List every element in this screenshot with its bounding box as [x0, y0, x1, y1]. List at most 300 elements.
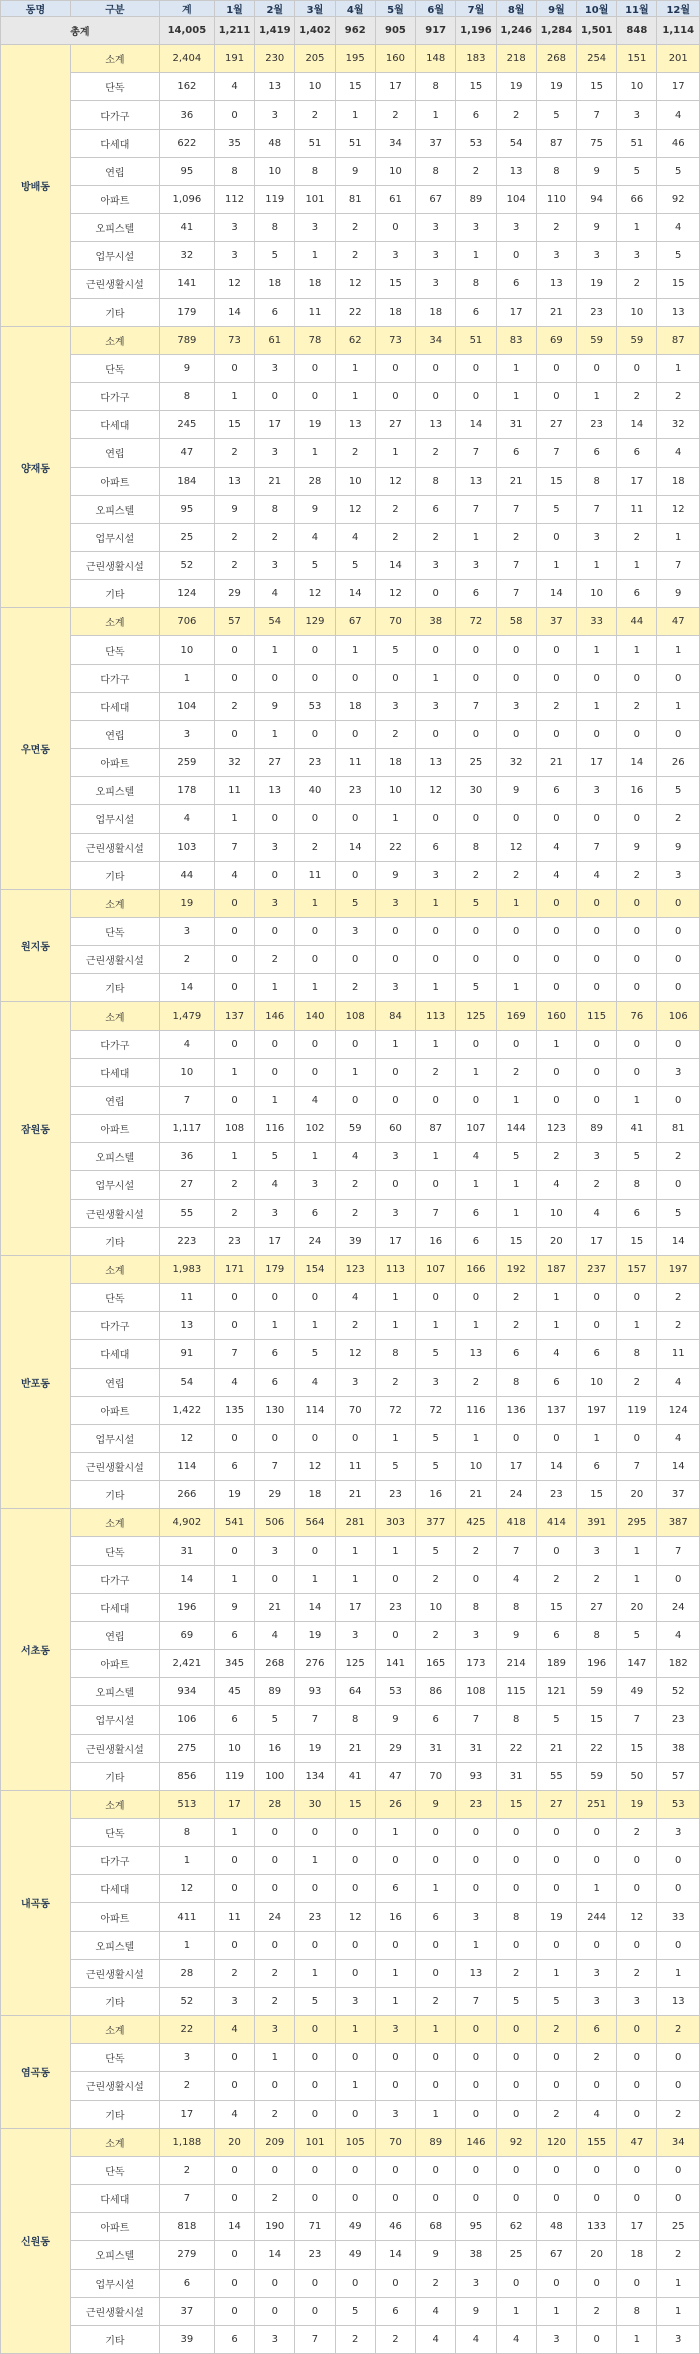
month-value-cell: 30 — [456, 777, 496, 805]
month-value-cell: 10 — [375, 777, 415, 805]
month-value-cell: 187 — [536, 1255, 576, 1283]
month-value-cell: 67 — [536, 2241, 576, 2269]
row-total-cell: 104 — [159, 692, 214, 720]
table-row — [1, 411, 700, 439]
month-value-cell: 4 — [214, 2016, 254, 2044]
month-value-cell: 7 — [214, 833, 254, 861]
month-value-cell: 14 — [617, 749, 657, 777]
month-value-cell: 0 — [657, 1931, 700, 1959]
row-total-cell: 36 — [159, 101, 214, 129]
month-value-cell: 1 — [375, 1424, 415, 1452]
month-value-cell: 21 — [536, 749, 576, 777]
month-value-cell: 0 — [255, 2269, 295, 2297]
row-total-cell: 818 — [159, 2213, 214, 2241]
month-value-cell: 146 — [456, 2128, 496, 2156]
month-value-cell: 0 — [456, 2072, 496, 2100]
month-value-cell: 0 — [295, 918, 335, 946]
table-row — [1, 1481, 700, 1509]
month-value-cell: 2 — [335, 214, 375, 242]
month-value-cell: 2 — [335, 242, 375, 270]
month-value-cell: 2 — [295, 833, 335, 861]
month-value-cell: 0 — [255, 805, 295, 833]
month-value-cell: 3 — [255, 439, 295, 467]
month-value-cell: 1 — [255, 2044, 295, 2072]
month-value-cell: 0 — [416, 2044, 456, 2072]
row-total-cell: 69 — [159, 1621, 214, 1649]
table-row — [1, 214, 700, 242]
month-value-cell: 50 — [617, 1762, 657, 1790]
month-value-cell: 197 — [577, 1396, 617, 1424]
month-value-cell: 0 — [375, 1847, 415, 1875]
month-value-cell: 0 — [536, 636, 576, 664]
building-type-cell: 기타 — [70, 1481, 159, 1509]
month-value-cell: 506 — [255, 1509, 295, 1537]
building-type-cell: 오피스텔 — [70, 1931, 159, 1959]
month-value-cell: 1 — [255, 1312, 295, 1340]
month-value-cell: 8 — [456, 833, 496, 861]
month-value-cell: 2 — [335, 439, 375, 467]
building-type-cell: 아파트 — [70, 1650, 159, 1678]
month-value-cell: 6 — [617, 439, 657, 467]
month-value-cell: 218 — [496, 45, 536, 73]
row-total-cell: 4 — [159, 805, 214, 833]
month-value-cell: 0 — [577, 974, 617, 1002]
table-row — [1, 2185, 700, 2213]
month-value-cell: 18 — [657, 467, 700, 495]
building-type-cell: 다세대 — [70, 1875, 159, 1903]
month-value-cell: 8 — [214, 157, 254, 185]
month-value-cell: 44 — [617, 608, 657, 636]
month-value-cell: 9 — [496, 1621, 536, 1649]
header-cell: 8월 — [496, 1, 536, 17]
month-value-cell: 0 — [496, 664, 536, 692]
month-value-cell: 1 — [375, 805, 415, 833]
building-type-cell: 업무시설 — [70, 1424, 159, 1452]
month-value-cell: 1 — [295, 889, 335, 917]
month-value-cell: 179 — [255, 1255, 295, 1283]
month-value-cell: 3 — [375, 2016, 415, 2044]
month-value-cell: 2 — [375, 495, 415, 523]
row-total-cell: 1,422 — [159, 1396, 214, 1424]
month-value-cell: 8 — [456, 270, 496, 298]
month-value-cell: 0 — [214, 974, 254, 1002]
month-value-cell: 19 — [536, 1903, 576, 1931]
table-row — [1, 1959, 700, 1987]
month-value-cell: 0 — [657, 1171, 700, 1199]
month-value-cell: 0 — [416, 383, 456, 411]
month-value-cell: 0 — [335, 720, 375, 748]
month-value-cell: 39 — [335, 1227, 375, 1255]
month-value-cell: 0 — [536, 1424, 576, 1452]
month-value-cell: 13 — [255, 777, 295, 805]
month-value-cell: 1 — [375, 1284, 415, 1312]
month-value-cell: 0 — [536, 1875, 576, 1903]
building-type-cell: 근린생활시설 — [70, 551, 159, 579]
header-row — [1, 1, 700, 17]
row-total-cell: 11 — [159, 1284, 214, 1312]
month-value-cell: 22 — [577, 1734, 617, 1762]
month-value-cell: 23 — [456, 1790, 496, 1818]
month-value-cell: 0 — [456, 636, 496, 664]
district-name-cell: 방배동 — [1, 45, 71, 327]
month-value-cell: 2 — [617, 1368, 657, 1396]
month-value-cell: 268 — [255, 1650, 295, 1678]
month-value-cell: 21 — [335, 1481, 375, 1509]
month-value-cell: 0 — [255, 1875, 295, 1903]
month-value-cell: 17 — [255, 1227, 295, 1255]
month-value-cell: 541 — [214, 1509, 254, 1537]
month-value-cell: 10 — [536, 1199, 576, 1227]
month-value-cell: 1 — [577, 383, 617, 411]
month-value-cell: 59 — [335, 1115, 375, 1143]
month-value-cell: 2 — [255, 2100, 295, 2128]
month-value-cell: 0 — [255, 1058, 295, 1086]
month-value-cell: 0 — [617, 889, 657, 917]
month-value-cell: 0 — [416, 1959, 456, 1987]
month-value-cell: 1 — [657, 636, 700, 664]
month-value-cell: 7 — [456, 1706, 496, 1734]
month-value-cell: 2 — [214, 523, 254, 551]
month-value-cell: 32 — [214, 749, 254, 777]
month-value-cell: 6 — [255, 298, 295, 326]
subtotal-row — [1, 2016, 700, 2044]
month-value-cell: 0 — [255, 2156, 295, 2184]
month-value-cell: 2 — [335, 1199, 375, 1227]
month-value-cell: 2 — [214, 1959, 254, 1987]
month-value-cell: 16 — [375, 1903, 415, 1931]
month-value-cell: 0 — [496, 2185, 536, 2213]
month-value-cell: 1 — [577, 1875, 617, 1903]
month-value-cell: 0 — [617, 2100, 657, 2128]
row-total-cell: 37 — [159, 2297, 214, 2325]
building-type-cell: 오피스텔 — [70, 1678, 159, 1706]
month-value-cell: 0 — [214, 1847, 254, 1875]
month-value-cell: 3 — [416, 1368, 456, 1396]
building-type-cell: 근린생활시설 — [70, 1959, 159, 1987]
month-value-cell: 0 — [496, 1030, 536, 1058]
month-value-cell: 6 — [214, 1452, 254, 1480]
month-value-cell: 12 — [214, 270, 254, 298]
month-value-cell: 0 — [335, 664, 375, 692]
month-value-cell: 0 — [375, 918, 415, 946]
month-value-cell: 30 — [295, 1790, 335, 1818]
table-row — [1, 1762, 700, 1790]
month-value-cell: 4 — [657, 1368, 700, 1396]
month-value-cell: 0 — [295, 1875, 335, 1903]
header-cell: 10월 — [577, 1, 617, 17]
month-value-cell: 6 — [416, 495, 456, 523]
building-type-cell: 단독 — [70, 2044, 159, 2072]
month-value-cell: 14 — [657, 1452, 700, 1480]
month-value-cell: 0 — [416, 946, 456, 974]
total-value-cell: 1,196 — [456, 17, 496, 45]
row-total-cell: 19 — [159, 889, 214, 917]
month-value-cell: 0 — [536, 354, 576, 382]
row-total-cell: 124 — [159, 580, 214, 608]
month-value-cell: 15 — [335, 73, 375, 101]
month-value-cell: 0 — [295, 2044, 335, 2072]
month-value-cell: 16 — [255, 1734, 295, 1762]
month-value-cell: 19 — [617, 1790, 657, 1818]
month-value-cell: 0 — [375, 1058, 415, 1086]
building-type-cell: 기타 — [70, 298, 159, 326]
month-value-cell: 67 — [416, 185, 456, 213]
month-value-cell: 3 — [577, 1143, 617, 1171]
month-value-cell: 5 — [255, 1706, 295, 1734]
month-value-cell: 5 — [295, 551, 335, 579]
month-value-cell: 146 — [255, 1002, 295, 1030]
month-value-cell: 95 — [456, 2213, 496, 2241]
month-value-cell: 125 — [335, 1650, 375, 1678]
month-value-cell: 8 — [496, 1593, 536, 1621]
month-value-cell: 35 — [214, 129, 254, 157]
month-value-cell: 14 — [295, 1593, 335, 1621]
month-value-cell: 0 — [536, 974, 576, 1002]
month-value-cell: 0 — [335, 1424, 375, 1452]
month-value-cell: 14 — [456, 411, 496, 439]
month-value-cell: 3 — [416, 270, 456, 298]
month-value-cell: 13 — [456, 1959, 496, 1987]
month-value-cell: 34 — [416, 326, 456, 354]
total-value-cell: 962 — [335, 17, 375, 45]
row-total-cell: 7 — [159, 2185, 214, 2213]
row-total-cell: 3 — [159, 918, 214, 946]
month-value-cell: 160 — [375, 45, 415, 73]
month-value-cell: 6 — [617, 1199, 657, 1227]
month-value-cell: 0 — [295, 354, 335, 382]
month-value-cell: 0 — [295, 1424, 335, 1452]
row-total-cell: 2,404 — [159, 45, 214, 73]
month-value-cell: 2 — [536, 1565, 576, 1593]
building-type-cell: 소계 — [70, 1002, 159, 1030]
month-value-cell: 0 — [416, 1847, 456, 1875]
month-value-cell: 59 — [617, 326, 657, 354]
row-total-cell: 275 — [159, 1734, 214, 1762]
month-value-cell: 4 — [214, 861, 254, 889]
row-total-cell: 3 — [159, 2044, 214, 2072]
month-value-cell: 0 — [295, 2297, 335, 2325]
month-value-cell: 1 — [456, 1058, 496, 1086]
month-value-cell: 23 — [375, 1481, 415, 1509]
month-value-cell: 137 — [214, 1002, 254, 1030]
month-value-cell: 2 — [657, 2241, 700, 2269]
table-row — [1, 467, 700, 495]
month-value-cell: 22 — [335, 298, 375, 326]
month-value-cell: 1 — [617, 1312, 657, 1340]
month-value-cell: 0 — [577, 1819, 617, 1847]
row-total-cell: 14 — [159, 974, 214, 1002]
month-value-cell: 148 — [416, 45, 456, 73]
month-value-cell: 29 — [255, 1481, 295, 1509]
building-type-cell: 기타 — [70, 861, 159, 889]
month-value-cell: 6 — [255, 1368, 295, 1396]
row-total-cell: 47 — [159, 439, 214, 467]
month-value-cell: 27 — [255, 749, 295, 777]
month-value-cell: 0 — [456, 2100, 496, 2128]
month-value-cell: 0 — [657, 720, 700, 748]
month-value-cell: 0 — [255, 861, 295, 889]
month-value-cell: 0 — [416, 1931, 456, 1959]
month-value-cell: 295 — [617, 1509, 657, 1537]
table-row — [1, 1199, 700, 1227]
month-value-cell: 0 — [657, 889, 700, 917]
row-total-cell: 13 — [159, 1312, 214, 1340]
month-value-cell: 108 — [456, 1678, 496, 1706]
month-value-cell: 29 — [375, 1734, 415, 1762]
month-value-cell: 18 — [375, 298, 415, 326]
month-value-cell: 0 — [536, 720, 576, 748]
building-type-cell: 오피스텔 — [70, 495, 159, 523]
total-value-cell: 14,005 — [159, 17, 214, 45]
row-total-cell: 4 — [159, 1030, 214, 1058]
table-row — [1, 1340, 700, 1368]
month-value-cell: 17 — [375, 1227, 415, 1255]
month-value-cell: 171 — [214, 1255, 254, 1283]
row-total-cell: 3 — [159, 720, 214, 748]
header-cell: 동명 — [1, 1, 71, 17]
building-type-cell: 단독 — [70, 354, 159, 382]
month-value-cell: 19 — [536, 73, 576, 101]
month-value-cell: 3 — [577, 1537, 617, 1565]
month-value-cell: 8 — [617, 1171, 657, 1199]
row-total-cell: 14 — [159, 1565, 214, 1593]
month-value-cell: 2 — [536, 1143, 576, 1171]
table-row — [1, 1452, 700, 1480]
month-value-cell: 154 — [295, 1255, 335, 1283]
building-type-cell: 오피스텔 — [70, 777, 159, 805]
month-value-cell: 15 — [214, 411, 254, 439]
month-value-cell: 0 — [456, 2044, 496, 2072]
month-value-cell: 0 — [375, 383, 415, 411]
month-value-cell: 197 — [657, 1255, 700, 1283]
month-value-cell: 8 — [577, 1621, 617, 1649]
month-value-cell: 23 — [577, 411, 617, 439]
month-value-cell: 0 — [536, 946, 576, 974]
building-type-cell: 업무시설 — [70, 1706, 159, 1734]
month-value-cell: 112 — [214, 185, 254, 213]
month-value-cell: 62 — [496, 2213, 536, 2241]
month-value-cell: 0 — [375, 664, 415, 692]
month-value-cell: 0 — [456, 354, 496, 382]
month-value-cell: 4 — [416, 2297, 456, 2325]
row-total-cell: 1,479 — [159, 1002, 214, 1030]
month-value-cell: 1 — [456, 523, 496, 551]
subtotal-row — [1, 1790, 700, 1818]
month-value-cell: 20 — [214, 2128, 254, 2156]
row-total-cell: 9 — [159, 354, 214, 382]
month-value-cell: 2 — [536, 2100, 576, 2128]
month-value-cell: 0 — [335, 2044, 375, 2072]
subtotal-row — [1, 2128, 700, 2156]
month-value-cell: 0 — [295, 2100, 335, 2128]
month-value-cell: 303 — [375, 1509, 415, 1537]
month-value-cell: 0 — [456, 1875, 496, 1903]
month-value-cell: 1 — [416, 2016, 456, 2044]
table-row — [1, 664, 700, 692]
row-total-cell: 52 — [159, 1987, 214, 2015]
building-type-cell: 단독 — [70, 1284, 159, 1312]
month-value-cell: 3 — [295, 214, 335, 242]
month-value-cell: 1 — [375, 1987, 415, 2015]
month-value-cell: 0 — [657, 1565, 700, 1593]
table-row — [1, 1284, 700, 1312]
month-value-cell: 205 — [295, 45, 335, 73]
month-value-cell: 3 — [255, 2325, 295, 2353]
month-value-cell: 41 — [617, 1115, 657, 1143]
total-row — [1, 17, 700, 45]
month-value-cell: 1 — [295, 1847, 335, 1875]
month-value-cell: 8 — [375, 1340, 415, 1368]
row-total-cell: 1,983 — [159, 1255, 214, 1283]
month-value-cell: 10 — [295, 73, 335, 101]
month-value-cell: 3 — [214, 214, 254, 242]
month-value-cell: 6 — [416, 1706, 456, 1734]
month-value-cell: 182 — [657, 1650, 700, 1678]
month-value-cell: 2 — [416, 439, 456, 467]
month-value-cell: 61 — [375, 185, 415, 213]
month-value-cell: 130 — [255, 1396, 295, 1424]
month-value-cell: 0 — [375, 2044, 415, 2072]
district-name-cell: 서초동 — [1, 1509, 71, 1791]
month-value-cell: 2 — [657, 1143, 700, 1171]
month-value-cell: 5 — [456, 974, 496, 1002]
month-value-cell: 0 — [255, 1565, 295, 1593]
month-value-cell: 0 — [214, 946, 254, 974]
month-value-cell: 3 — [214, 1987, 254, 2015]
month-value-cell: 1 — [577, 1424, 617, 1452]
row-total-cell: 2 — [159, 946, 214, 974]
month-value-cell: 33 — [657, 1903, 700, 1931]
month-value-cell: 41 — [335, 1762, 375, 1790]
month-value-cell: 2 — [617, 270, 657, 298]
month-value-cell: 1 — [295, 974, 335, 1002]
month-value-cell: 0 — [456, 2185, 496, 2213]
month-value-cell: 0 — [496, 2269, 536, 2297]
month-value-cell: 0 — [657, 2044, 700, 2072]
total-value-cell: 1,246 — [496, 17, 536, 45]
month-value-cell: 8 — [496, 1903, 536, 1931]
month-value-cell: 15 — [577, 1706, 617, 1734]
subtotal-row — [1, 889, 700, 917]
month-value-cell: 1 — [657, 2269, 700, 2297]
month-value-cell: 14 — [214, 298, 254, 326]
month-value-cell: 8 — [295, 157, 335, 185]
month-value-cell: 57 — [657, 1762, 700, 1790]
month-value-cell: 104 — [496, 185, 536, 213]
month-value-cell: 93 — [456, 1762, 496, 1790]
month-value-cell: 11 — [657, 1340, 700, 1368]
month-value-cell: 0 — [295, 664, 335, 692]
month-value-cell: 10 — [375, 157, 415, 185]
month-value-cell: 3 — [335, 1987, 375, 2015]
month-value-cell: 2 — [416, 1621, 456, 1649]
month-value-cell: 0 — [456, 1086, 496, 1114]
table-row — [1, 2072, 700, 2100]
month-value-cell: 7 — [496, 1537, 536, 1565]
month-value-cell: 120 — [536, 2128, 576, 2156]
month-value-cell: 4 — [456, 2325, 496, 2353]
month-value-cell: 0 — [255, 383, 295, 411]
month-value-cell: 51 — [617, 129, 657, 157]
month-value-cell: 0 — [456, 720, 496, 748]
building-type-cell: 기타 — [70, 1762, 159, 1790]
month-value-cell: 113 — [375, 1255, 415, 1283]
month-value-cell: 67 — [335, 608, 375, 636]
month-value-cell: 107 — [416, 1255, 456, 1283]
month-value-cell: 6 — [496, 1340, 536, 1368]
month-value-cell: 10 — [617, 298, 657, 326]
month-value-cell: 0 — [214, 2241, 254, 2269]
